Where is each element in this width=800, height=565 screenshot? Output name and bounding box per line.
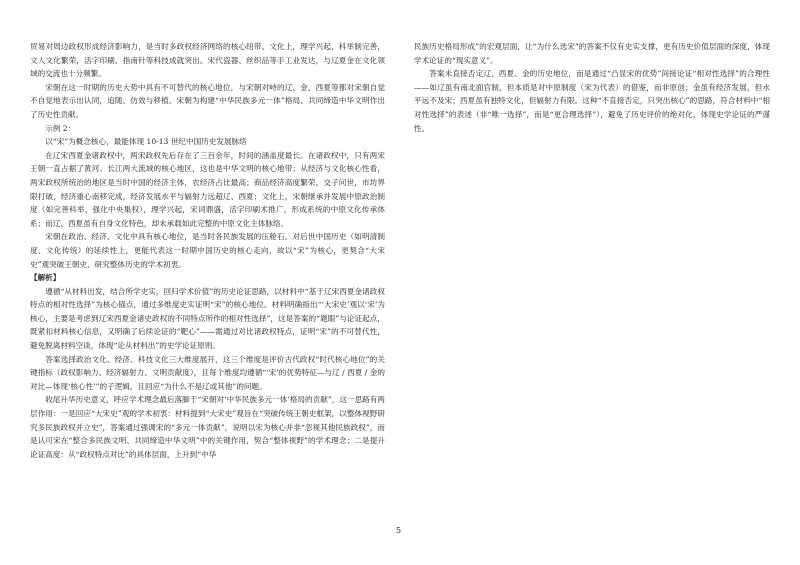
paragraph: 宋朝在这一时期的历史大势中具有不可替代的核心地位，与宋朝对峙的辽、金、西夏等都对宋朝自觉不自觉地表示出认同，追随、仿效与移植。宋朝为构建“中华民族多元一体”格局、共同缔造中华文明作出了历史性贡献。 (30, 82, 385, 119)
right-column (414, 40, 770, 135)
paragraph: 民族历史格局形成”的宏观层面，让“为什么选宋”的答案不仅有史实支撑，更有历史价值层面的深度，体现学术论证的“现实意义”。 (414, 42, 770, 65)
paragraph: 答案未直接否定辽、西夏、金的历史地位，而是通过“凸显宋的优势”间接论证“相对性选择”的合理性——如辽虽有南北面官制，但本质是对中原制度（宋为代表）的借鉴，而非原创；金虽有经济发展，但水平远不及宋；西夏虽有独特文化，但辐射力有限。这种“不直接否定，只突出核心”的思路，符合材料中“相对性选择”的表述（非“唯一选择”，而是“更合理选择”），避免了历史评价的绝对化，体现史学论证的严谨性。 (414, 69, 770, 133)
example-title: 示例 2： (45, 123, 76, 133)
paragraph: 答案选择政治文化、经济、科技文化三大维度展开，这三个维度是评价古代政权“时代核心地位”的关键指标（政权影响力、经济辐射力、文明贡献度），且每个维度均遵循“‘宋’的优势特征—与辽 / 西夏 / 金的对比—体现‘核心性’”的子逻辑，且回应“为什么不是辽或其他”的问题。 (30, 354, 385, 391)
paragraph: 遵循“从材料出发，结合所学史实，回归学术价值”的历史论证思路，以材料中“基于辽宋西夏金诸政权特点的相对性选择”为核心锚点，通过多维度史实证明“宋”的核心地位。材料明确指出“‘大宋史’观以‘宋’为核心，主要是考虑到辽宋西夏金诸史政权的不同特点所作的相对性选择”，这是答案的“题眼”与论证起点，既紧扣材料核心信息，又明确了后续论证的“靶心”——需通过对比诸政权特点，证明“宋”的不可替代性，避免脱离材料空谈，体现“论从材料出”的史学论证原则。 (30, 286, 385, 351)
paragraph: 宋朝在政治、经济、文化中具有核心地位，是当时各民族发展的压舱石。对后世中国历史（如明清制度、文化传统）的延续性上，更能代表这一时期中国历史的核心走向，故以“宋”为核心，更契合“大宋史”观突破王朝史、研究整体历史的学术初衷。 (30, 232, 385, 269)
left-column (30, 40, 385, 461)
page-number: 5 (396, 526, 402, 535)
example-subtitle: 以“宋”为概念核心，最能体现 10-13 世纪中国历史发展脉络 (45, 137, 247, 147)
paragraph: 在辽宋西夏金诸政权中，两宋政权先后存在了三百余年，时间的涵盖度最长。在诸政权中，只有两宋王朝一直占据了黄河、长江两大流域的核心地区，这也是中华文明的核心地带；从经济与文化核心性看，两宋政权所统治的地区是当时中国的经济主体，农经济占比最高；商品经济高度繁荣，交子问世，市坊界限打破，经济重心南移完成，经济发展水平与辐射力远超辽、西夏；文化上，宋朝继承并发展中原政治制度（如完善科举、强化中央集权），理学兴起，宋词鼎盛，活字印刷术推广，形成系统的中原文化传承体系；而辽、西夏虽有自身文化特色，却未承载如此完整的中原文化主体脉络。 (30, 150, 385, 228)
paragraph: 贸易对周边政权形成经济影响力，是当时多政权经济网络的核心纽带。文化上，理学兴起，科举制完善，文人文化繁荣，活字印刷、指南针等科技成就突出。宋代瓷器、丝织品等手工业发达，与辽夏金在文化领域的交流也十分频繁。 (30, 42, 385, 79)
analysis-heading: 【解析】 (30, 273, 61, 283)
paragraph: 收尾升华历史意义，呼应学术理念最后落脚于“宋朝对‘中华民族多元一体’格局的贡献”，这一思路有两层作用：一是回应“大宋史”观的学术初衷：材料提到“大宋史”观旨在“突破传统王朝史框架，以整体视野研究多民族政权并立史”，答案通过强调宋的“多元一体贡献”，说明以宋为核心并非“忽视其他民族政权”，而是认可宋在“整合多民族文明、共同缔造中华文明”中的关键作用，契合“整体视野”的学术理念；二是提升论证高度：从“政权特点对比”的具体层面，上升到“中华 (30, 395, 385, 459)
